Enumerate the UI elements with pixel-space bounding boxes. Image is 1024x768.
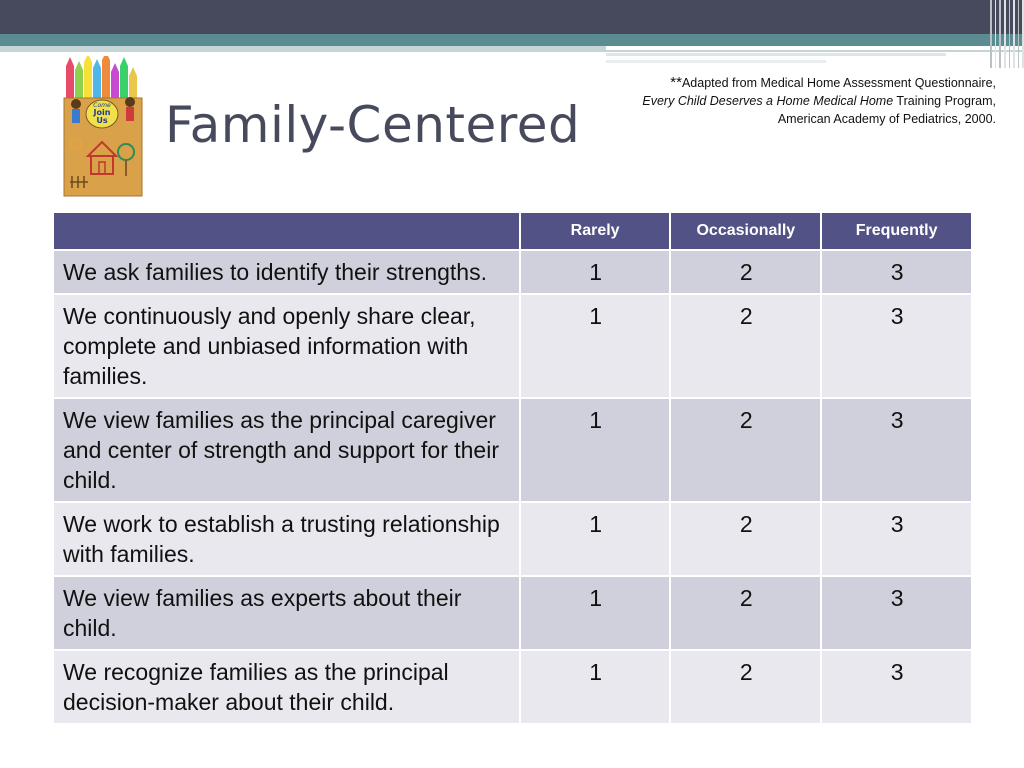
occasionally-cell: 2 xyxy=(670,250,821,294)
table-row xyxy=(53,650,972,724)
assessment-table xyxy=(52,211,973,725)
citation-line-3: American Academy of Pediatrics, 2000. xyxy=(777,112,996,126)
svg-text:Us: Us xyxy=(96,116,108,125)
citation-program-title: Every Child Deserves a Home Medical Home xyxy=(642,94,894,108)
citation-stars: ** xyxy=(670,74,682,91)
header-accent-line xyxy=(606,46,1024,50)
statement-cell: We view families as the principal caregiver and center of strength and support for their child. xyxy=(53,398,520,502)
header-rarely: Rarely xyxy=(520,212,671,250)
header-accent-line xyxy=(606,60,826,63)
come-join-us-logo-icon xyxy=(62,56,144,198)
table-row xyxy=(53,398,972,502)
frequently-cell: 3 xyxy=(821,398,972,502)
header-bar-teal xyxy=(0,34,1024,46)
frequently-cell: 3 xyxy=(821,250,972,294)
citation-note xyxy=(566,74,996,128)
header-occasionally: Occasionally xyxy=(670,212,821,250)
frequently-cell: 3 xyxy=(821,502,972,576)
occasionally-cell: 2 xyxy=(670,294,821,398)
rarely-cell: 1 xyxy=(520,650,671,724)
rarely-cell: 1 xyxy=(520,250,671,294)
header-bar-dark xyxy=(0,0,1024,34)
rarely-cell: 1 xyxy=(520,576,671,650)
statement-cell: We recognize families as the principal decision-maker about their child. xyxy=(53,650,520,724)
occasionally-cell: 2 xyxy=(670,650,821,724)
frequently-cell: 3 xyxy=(821,294,972,398)
table-row xyxy=(53,502,972,576)
table-header-row xyxy=(53,212,972,250)
header-accent-line xyxy=(606,53,946,56)
svg-text:Join: Join xyxy=(93,108,111,117)
rarely-cell: 1 xyxy=(520,398,671,502)
page-title: Family-Centered xyxy=(165,96,581,154)
table-row xyxy=(53,294,972,398)
header-frequently: Frequently xyxy=(821,212,972,250)
occasionally-cell: 2 xyxy=(670,398,821,502)
header-stripes xyxy=(990,0,1024,68)
frequently-cell: 3 xyxy=(821,576,972,650)
rarely-cell: 1 xyxy=(520,294,671,398)
rarely-cell: 1 xyxy=(520,502,671,576)
statement-cell: We ask families to identify their strengths. xyxy=(53,250,520,294)
statement-cell: We work to establish a trusting relationship with families. xyxy=(53,502,520,576)
svg-text:Come: Come xyxy=(93,102,111,109)
citation-line-1: Adapted from Medical Home Assessment Questionnaire, xyxy=(681,76,996,90)
statement-cell: We view families as experts about their child. xyxy=(53,576,520,650)
citation-line-2: Training Program, xyxy=(893,94,996,108)
header-statement xyxy=(53,212,520,250)
occasionally-cell: 2 xyxy=(670,502,821,576)
statement-cell: We continuously and openly share clear, complete and unbiased information with families. xyxy=(53,294,520,398)
table-row xyxy=(53,576,972,650)
occasionally-cell: 2 xyxy=(670,576,821,650)
frequently-cell: 3 xyxy=(821,650,972,724)
table-row xyxy=(53,250,972,294)
